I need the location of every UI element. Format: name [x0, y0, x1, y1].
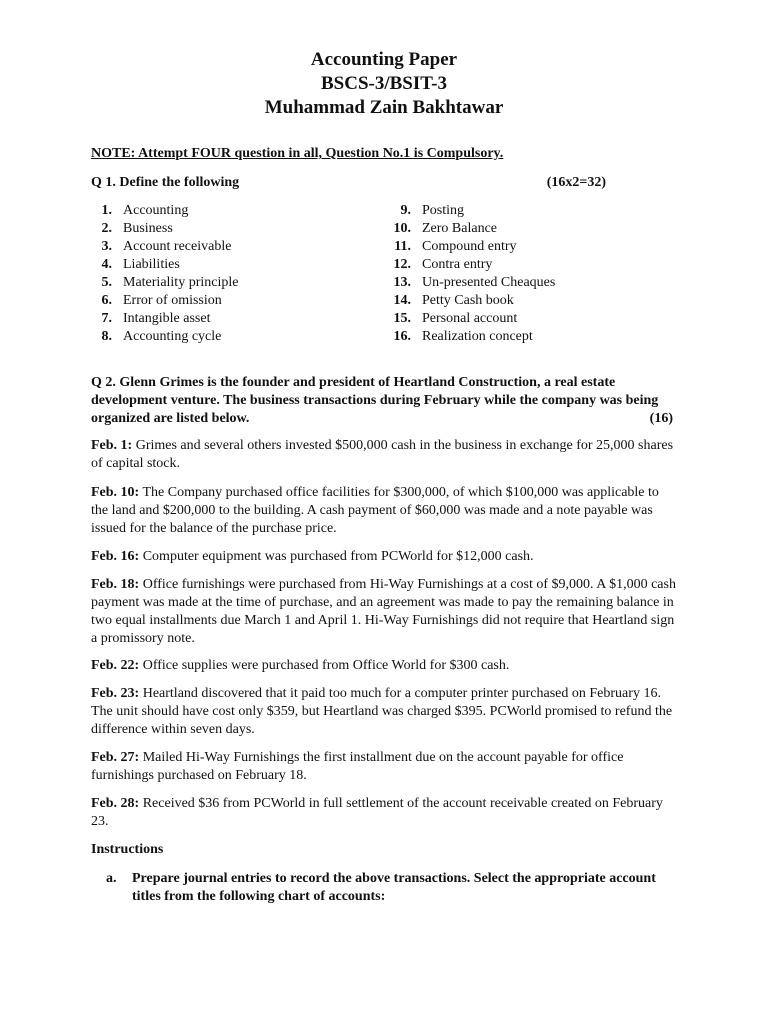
terms-list-left — [88, 202, 238, 346]
transaction-text: Mailed Hi-Way Furnishings the first installment due on the account payable for office furnishings purchased on February 18. — [91, 750, 624, 783]
paper-title: Accounting Paper — [310, 49, 458, 70]
transaction-feb-22 — [91, 657, 676, 675]
item-text: Un-presented Cheaques — [422, 275, 556, 290]
transaction-text: Office supplies were purchased from Office World for $300 cash. — [139, 658, 510, 673]
part-letter: a. — [106, 871, 117, 886]
transaction-date: Feb. 10: — [91, 485, 140, 500]
item-text: Petty Cash book — [422, 293, 514, 308]
q1-heading-row — [91, 175, 606, 191]
transaction-date: Feb. 16: — [91, 549, 140, 564]
item-number: 9. — [400, 203, 411, 218]
transaction-text: Heartland discovered that it paid too much for a computer printer purchased on February 16. The unit should have cost only $359, but Heartland was charged $395. PCWorld promised to refund the difference within seven days. — [91, 686, 673, 737]
transaction-date: Feb. 27: — [91, 750, 140, 765]
item-number: 10. — [393, 221, 411, 236]
list-item — [88, 292, 238, 310]
transaction-feb-23 — [91, 685, 676, 739]
transaction-date: Feb. 22: — [91, 658, 140, 673]
item-number: 5. — [101, 275, 112, 290]
list-item — [88, 328, 238, 346]
q2-marks: (16) — [649, 411, 673, 426]
transaction-date: Feb. 1: — [91, 438, 133, 453]
item-text: Intangible asset — [123, 311, 211, 326]
list-item — [88, 238, 238, 256]
list-item — [381, 202, 555, 220]
class-label: BSCS-3/BSIT-3 — [320, 73, 448, 94]
list-item — [88, 256, 238, 274]
item-text: Materiality principle — [123, 275, 239, 290]
item-text: Realization concept — [422, 329, 533, 344]
item-text: Accounting — [123, 203, 189, 218]
transaction-date: Feb. 23: — [91, 686, 140, 701]
q2-heading: Q 2. Glenn Grimes is the founder and president of Heartland Construction, a real estate development venture. The business transactions during February while the company was being organized are listed below. — [91, 375, 659, 426]
instructions-heading: Instructions — [91, 842, 164, 857]
instruction-part-a — [106, 870, 666, 906]
list-item — [381, 310, 555, 328]
item-number: 14. — [393, 293, 411, 308]
part-text: Prepare journal entries to record the above transactions. Select the appropriate account titles from the following chart of accounts: — [132, 871, 656, 904]
list-item — [381, 274, 555, 292]
list-item — [381, 328, 555, 346]
transaction-text: The Company purchased office facilities for $300,000, of which $100,000 was applicable to the land and $200,000 to the building. A cash payment of $60,000 was made and a note payable was issued for the balance of the purchase price. — [91, 485, 659, 536]
item-number: 16. — [393, 329, 411, 344]
list-item — [88, 220, 238, 238]
list-item — [381, 292, 555, 310]
item-number: 13. — [393, 275, 411, 290]
item-text: Posting — [422, 203, 465, 218]
q1-marks: (16x2=32) — [546, 175, 606, 190]
item-number: 2. — [101, 221, 112, 236]
item-number: 3. — [101, 239, 112, 254]
transaction-feb-18 — [91, 576, 676, 648]
item-number: 12. — [393, 257, 411, 272]
item-number: 11. — [394, 239, 411, 254]
item-number: 6. — [101, 293, 112, 308]
transaction-text: Office furnishings were purchased from Hi-Way Furnishings at a cost of $9,000. A $1,000 cash payment was made at the time of purchase, and an agreement was made to pay the remaining balance in two equal installments due March 1 and April 1. Hi-Way Furnishings did not require that Heartland sign a promissory note. — [91, 577, 676, 646]
list-item — [381, 220, 555, 238]
item-text: Account receivable — [123, 239, 232, 254]
transaction-text: Grimes and several others invested $500,000 cash in the business in exchange for 25,000 shares of capital stock. — [91, 438, 674, 471]
transaction-feb-16 — [91, 548, 676, 566]
q2-heading-block — [91, 374, 673, 428]
item-text: Error of omission — [123, 293, 222, 308]
item-number: 7. — [101, 311, 112, 326]
terms-list-right — [381, 202, 555, 346]
list-item — [88, 310, 238, 328]
transaction-date: Feb. 18: — [91, 577, 140, 592]
item-text: Personal account — [422, 311, 518, 326]
transaction-feb-10 — [91, 484, 676, 538]
list-item — [88, 202, 238, 220]
transaction-date: Feb. 28: — [91, 796, 140, 811]
item-text: Liabilities — [123, 257, 180, 272]
list-item — [381, 256, 555, 274]
item-number: 1. — [101, 203, 112, 218]
item-number: 15. — [393, 311, 411, 326]
q1-heading: Q 1. Define the following — [91, 175, 240, 190]
transaction-feb-1 — [91, 437, 676, 473]
item-number: 8. — [101, 329, 112, 344]
transaction-text: Computer equipment was purchased from PCWorld for $12,000 cash. — [139, 549, 534, 564]
exam-note: NOTE: Attempt FOUR question in all, Question No.1 is Compulsory. — [91, 146, 504, 161]
transaction-feb-27 — [91, 749, 676, 785]
item-text: Business — [123, 221, 173, 236]
list-item — [88, 274, 238, 292]
item-text: Compound entry — [422, 239, 517, 254]
list-item — [381, 238, 555, 256]
transaction-text: Received $36 from PCWorld in full settlement of the account receivable created on February 23. — [91, 796, 663, 829]
item-number: 4. — [101, 257, 112, 272]
item-text: Contra entry — [422, 257, 493, 272]
author-name: Muhammad Zain Bakhtawar — [264, 97, 504, 118]
transaction-feb-28 — [91, 795, 676, 831]
item-text: Accounting cycle — [123, 329, 222, 344]
item-text: Zero Balance — [422, 221, 498, 236]
